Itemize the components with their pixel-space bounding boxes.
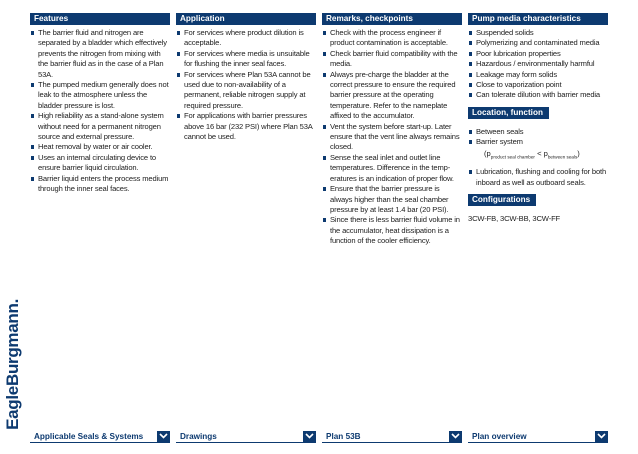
list-item: The pumped medium generally does not leak to the atmosphere unless the bladder pressure is lost. (30, 80, 170, 111)
remarks-list (322, 28, 462, 247)
pump-media-column (468, 13, 608, 224)
list-item: Leakage may form solids (468, 70, 608, 80)
features-header: Features (30, 13, 170, 25)
application-list (176, 28, 316, 142)
list-item: Barrier system (468, 137, 608, 147)
tab-plan-overview[interactable] (468, 430, 608, 442)
list-item: The barrier fluid and nitrogen are separated by a bladder which effectively prevents the nitrogen from mixing with the barrier fluid as in the case of a Plan 53A. (30, 28, 170, 80)
tab-label: Drawings (180, 431, 217, 441)
chevron-down-icon[interactable] (449, 431, 462, 442)
list-item: For services where product dilution is acceptable. (176, 28, 316, 49)
location-list-continued (468, 167, 608, 188)
formula-lt: < (537, 148, 542, 158)
chevron-down-icon[interactable] (595, 431, 608, 442)
list-item: Heat removal by water or air cooler. (30, 142, 170, 152)
list-item: For applications with barrier pressures above 16 bar (232 PSI) where Plan 53A cannot be used. (176, 111, 316, 142)
eagleburgmann-logo (2, 286, 24, 430)
list-item: Polymerizing and contaminated media (468, 38, 608, 48)
application-column (176, 13, 316, 142)
list-item: Can tolerate dilution with barrier media (468, 90, 608, 100)
chevron-down-icon[interactable] (303, 431, 316, 442)
list-item: Vent the system before start-up. Later ensure that the vent line always remains closed. (322, 122, 462, 153)
remarks-header: Remarks, checkpoints (322, 13, 462, 25)
list-item: For services where media is unsuitable for flushing the inner seal faces. (176, 49, 316, 70)
location-header: Location, function (468, 107, 549, 119)
list-item: Uses an internal circulating device to ensure barrier liquid circulation. (30, 153, 170, 174)
list-item: Always pre-charge the bladder at the correct pressure to ensure the required barrier pressure at the operating temperature. Refer to the nameplate affixed to the accumulator. (322, 70, 462, 122)
pump-media-list (468, 28, 608, 101)
logo-text: EagleBurgmann. (3, 299, 22, 430)
pressure-formula: $(p_{product seal chamber} < p_{between seals})$ (484, 148, 580, 160)
list-item: Check barrier fluid compatibility with the media. (322, 49, 462, 70)
list-item: Close to vaporization point (468, 80, 608, 90)
pump-media-header: Pump media characteristics (468, 13, 608, 25)
features-list (30, 28, 170, 195)
remarks-column (322, 13, 462, 247)
chevron-down-icon[interactable] (157, 431, 170, 442)
list-item: Poor lubrication properties (468, 49, 608, 59)
tab-label: Plan 53B (326, 431, 361, 441)
application-header: Application (176, 13, 316, 25)
tab-label: Applicable Seals & Systems (34, 431, 144, 441)
list-item: Ensure that the barrier pressure is always higher than the seal chamber pressure by at least 1.4 bar (20 PSI). (322, 184, 462, 215)
list-item: Since there is less barrier fluid volume in the accumulator, heat dissipation is a function of the cooler efficiency. (322, 215, 462, 246)
location-list (468, 127, 608, 148)
list-item: High reliability as a stand-alone system without need for a permanent nitrogen source and external pressure. (30, 111, 170, 142)
list-item: Suspended solids (468, 28, 608, 38)
list-item: Sense the seal inlet and outlet line temperatures. Difference in the temp- eratures is an indication of proper flow. (322, 153, 462, 184)
features-column (30, 13, 170, 195)
formula-p: p (486, 148, 491, 158)
list-item: For services where Plan 53A cannot be used due to non-availability of a permanent, reliable nitrogen supply at required pressure. (176, 70, 316, 112)
tab-drawings[interactable] (176, 430, 316, 442)
formula-p2: p (543, 148, 548, 158)
list-item: Check with the process engineer if product contamination is acceptable. (322, 28, 462, 49)
list-item: Barrier liquid enters the process medium through the inner seal faces. (30, 174, 170, 195)
formula-sub-between: between seals (547, 154, 578, 160)
list-item: Lubrication, flushing and cooling for both inboard as well as outboard seals. (468, 167, 608, 188)
tab-label: Plan overview (472, 431, 527, 441)
tab-applicable-seals[interactable] (30, 430, 170, 442)
formula-sub-product: product seal chamber (490, 154, 535, 160)
configurations-text: 3CW-FB, 3CW-BB, 3CW-FF (468, 213, 561, 223)
tab-plan-53b[interactable] (322, 430, 462, 442)
list-item: Between seals (468, 127, 608, 137)
configurations-header: Configurations (468, 194, 536, 206)
list-item: Hazardous / environmentally harmful (468, 59, 608, 69)
